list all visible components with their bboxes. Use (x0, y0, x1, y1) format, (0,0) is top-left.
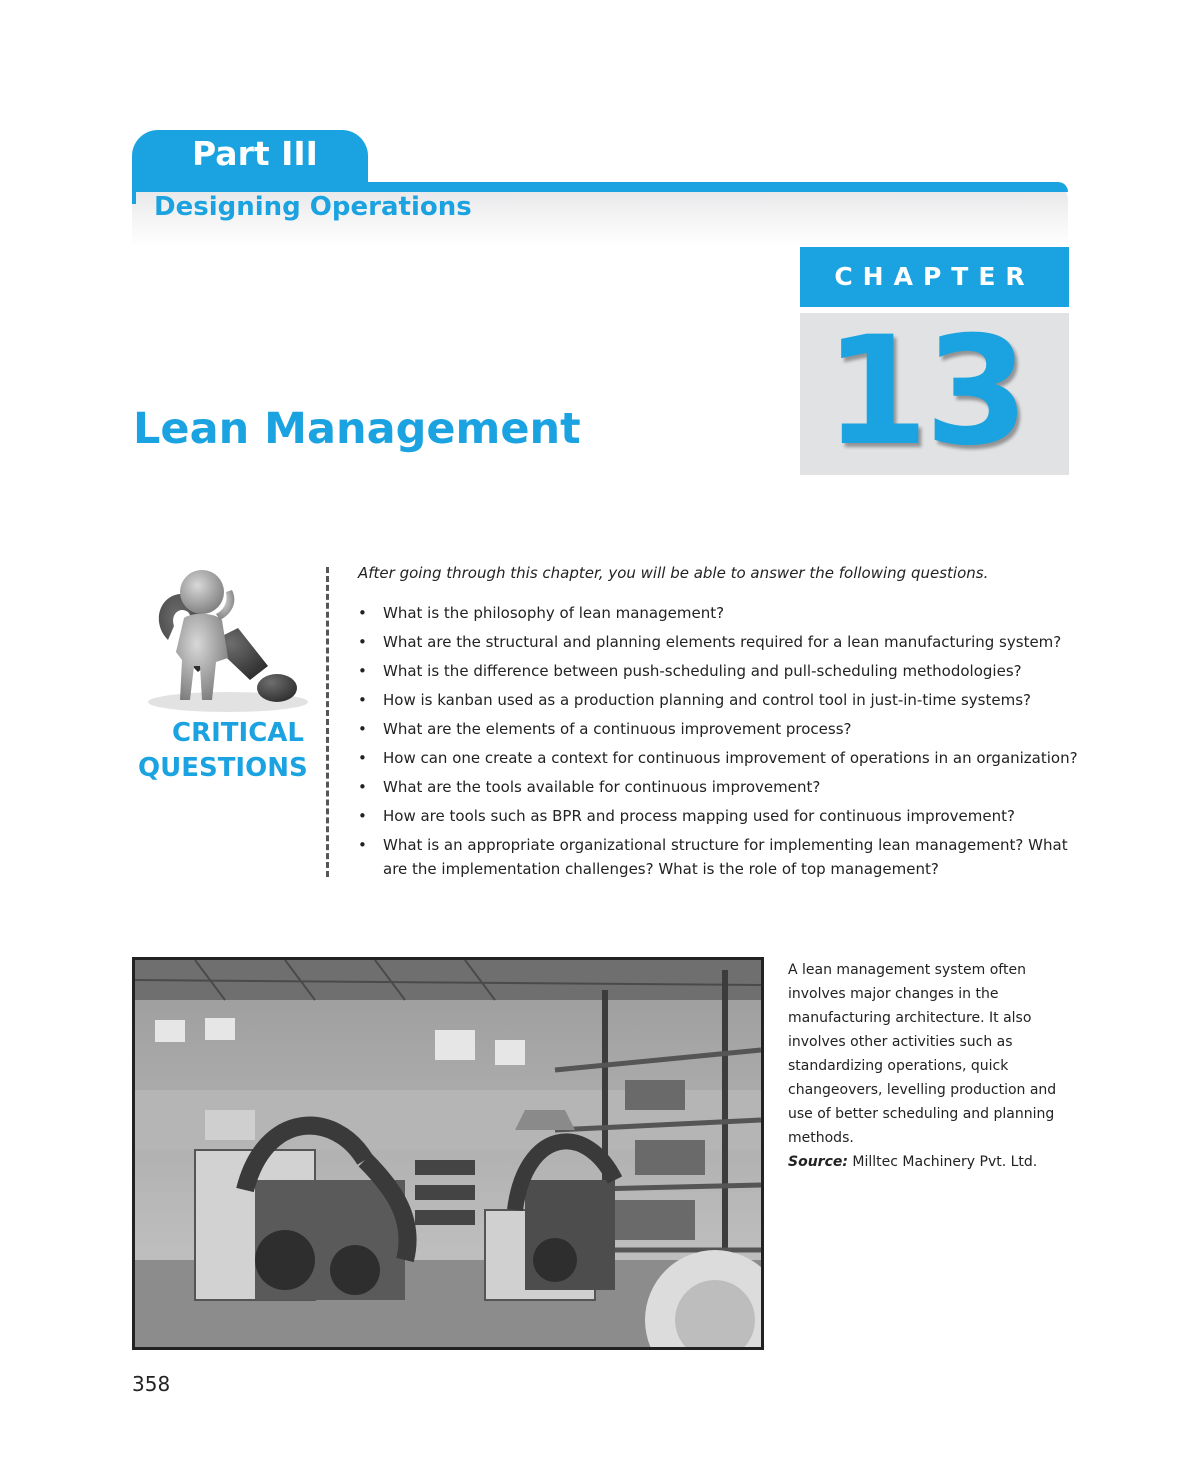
critical-label: CRITICAL (172, 718, 304, 748)
caption-text: A lean management system often involves major changes in the manufacturing architecture. It also involves other activities such as standardizing operations, quick changeovers, levelling production and use of better scheduling and planning methods. (788, 962, 1057, 1146)
question-item: • What are the elements of a continuous improvement process? (358, 717, 1078, 741)
page-number: 358 (132, 1372, 171, 1396)
question-item: • What is the difference between push-scheduling and pull-scheduling methodologies? (358, 659, 1078, 683)
factory-photo (132, 957, 764, 1350)
questions-list (358, 601, 1078, 886)
part-tab (132, 130, 368, 182)
part-label: Part III (192, 134, 318, 173)
chapter-number: 13 (824, 305, 1025, 479)
question-item: • What are the tools available for continuous improvement? (358, 775, 1078, 799)
question-item: • What is the philosophy of lean management? (358, 601, 1078, 625)
dashed-divider (326, 567, 329, 877)
source-text: Milltec Machinery Pvt. Ltd. (847, 1154, 1038, 1170)
chapter-label: CHAPTER (800, 247, 1069, 307)
chapter-number-box (800, 305, 1069, 479)
question-item: • How are tools such as BPR and process mapping used for continuous improvement? (358, 804, 1078, 828)
section-title: Designing Operations (154, 192, 472, 222)
question-item: • How can one create a context for continuous improvement of operations in an organization? (358, 746, 1078, 770)
questions-label: QUESTIONS (138, 753, 308, 783)
source-label: Source: (788, 1154, 848, 1170)
factory-photo-illustration (135, 960, 761, 1347)
question-item: • How is kanban used as a production planning and control tool in just-in-time systems? (358, 688, 1078, 712)
thinking-person-icon (140, 562, 310, 717)
question-item: • What are the structural and planning elements required for a lean manufacturing system? (358, 630, 1078, 654)
section-band-top-line (132, 182, 1068, 192)
question-item: • What is an appropriate organizational structure for implementing lean management? What are the implementation challenges? What is the role of top management? (358, 833, 1078, 881)
chapter-title: Lean Management (133, 404, 581, 454)
photo-caption (788, 958, 1068, 1174)
questions-intro: After going through this chapter, you will be able to answer the following questions. (358, 564, 989, 582)
critical-questions-label (138, 716, 308, 786)
